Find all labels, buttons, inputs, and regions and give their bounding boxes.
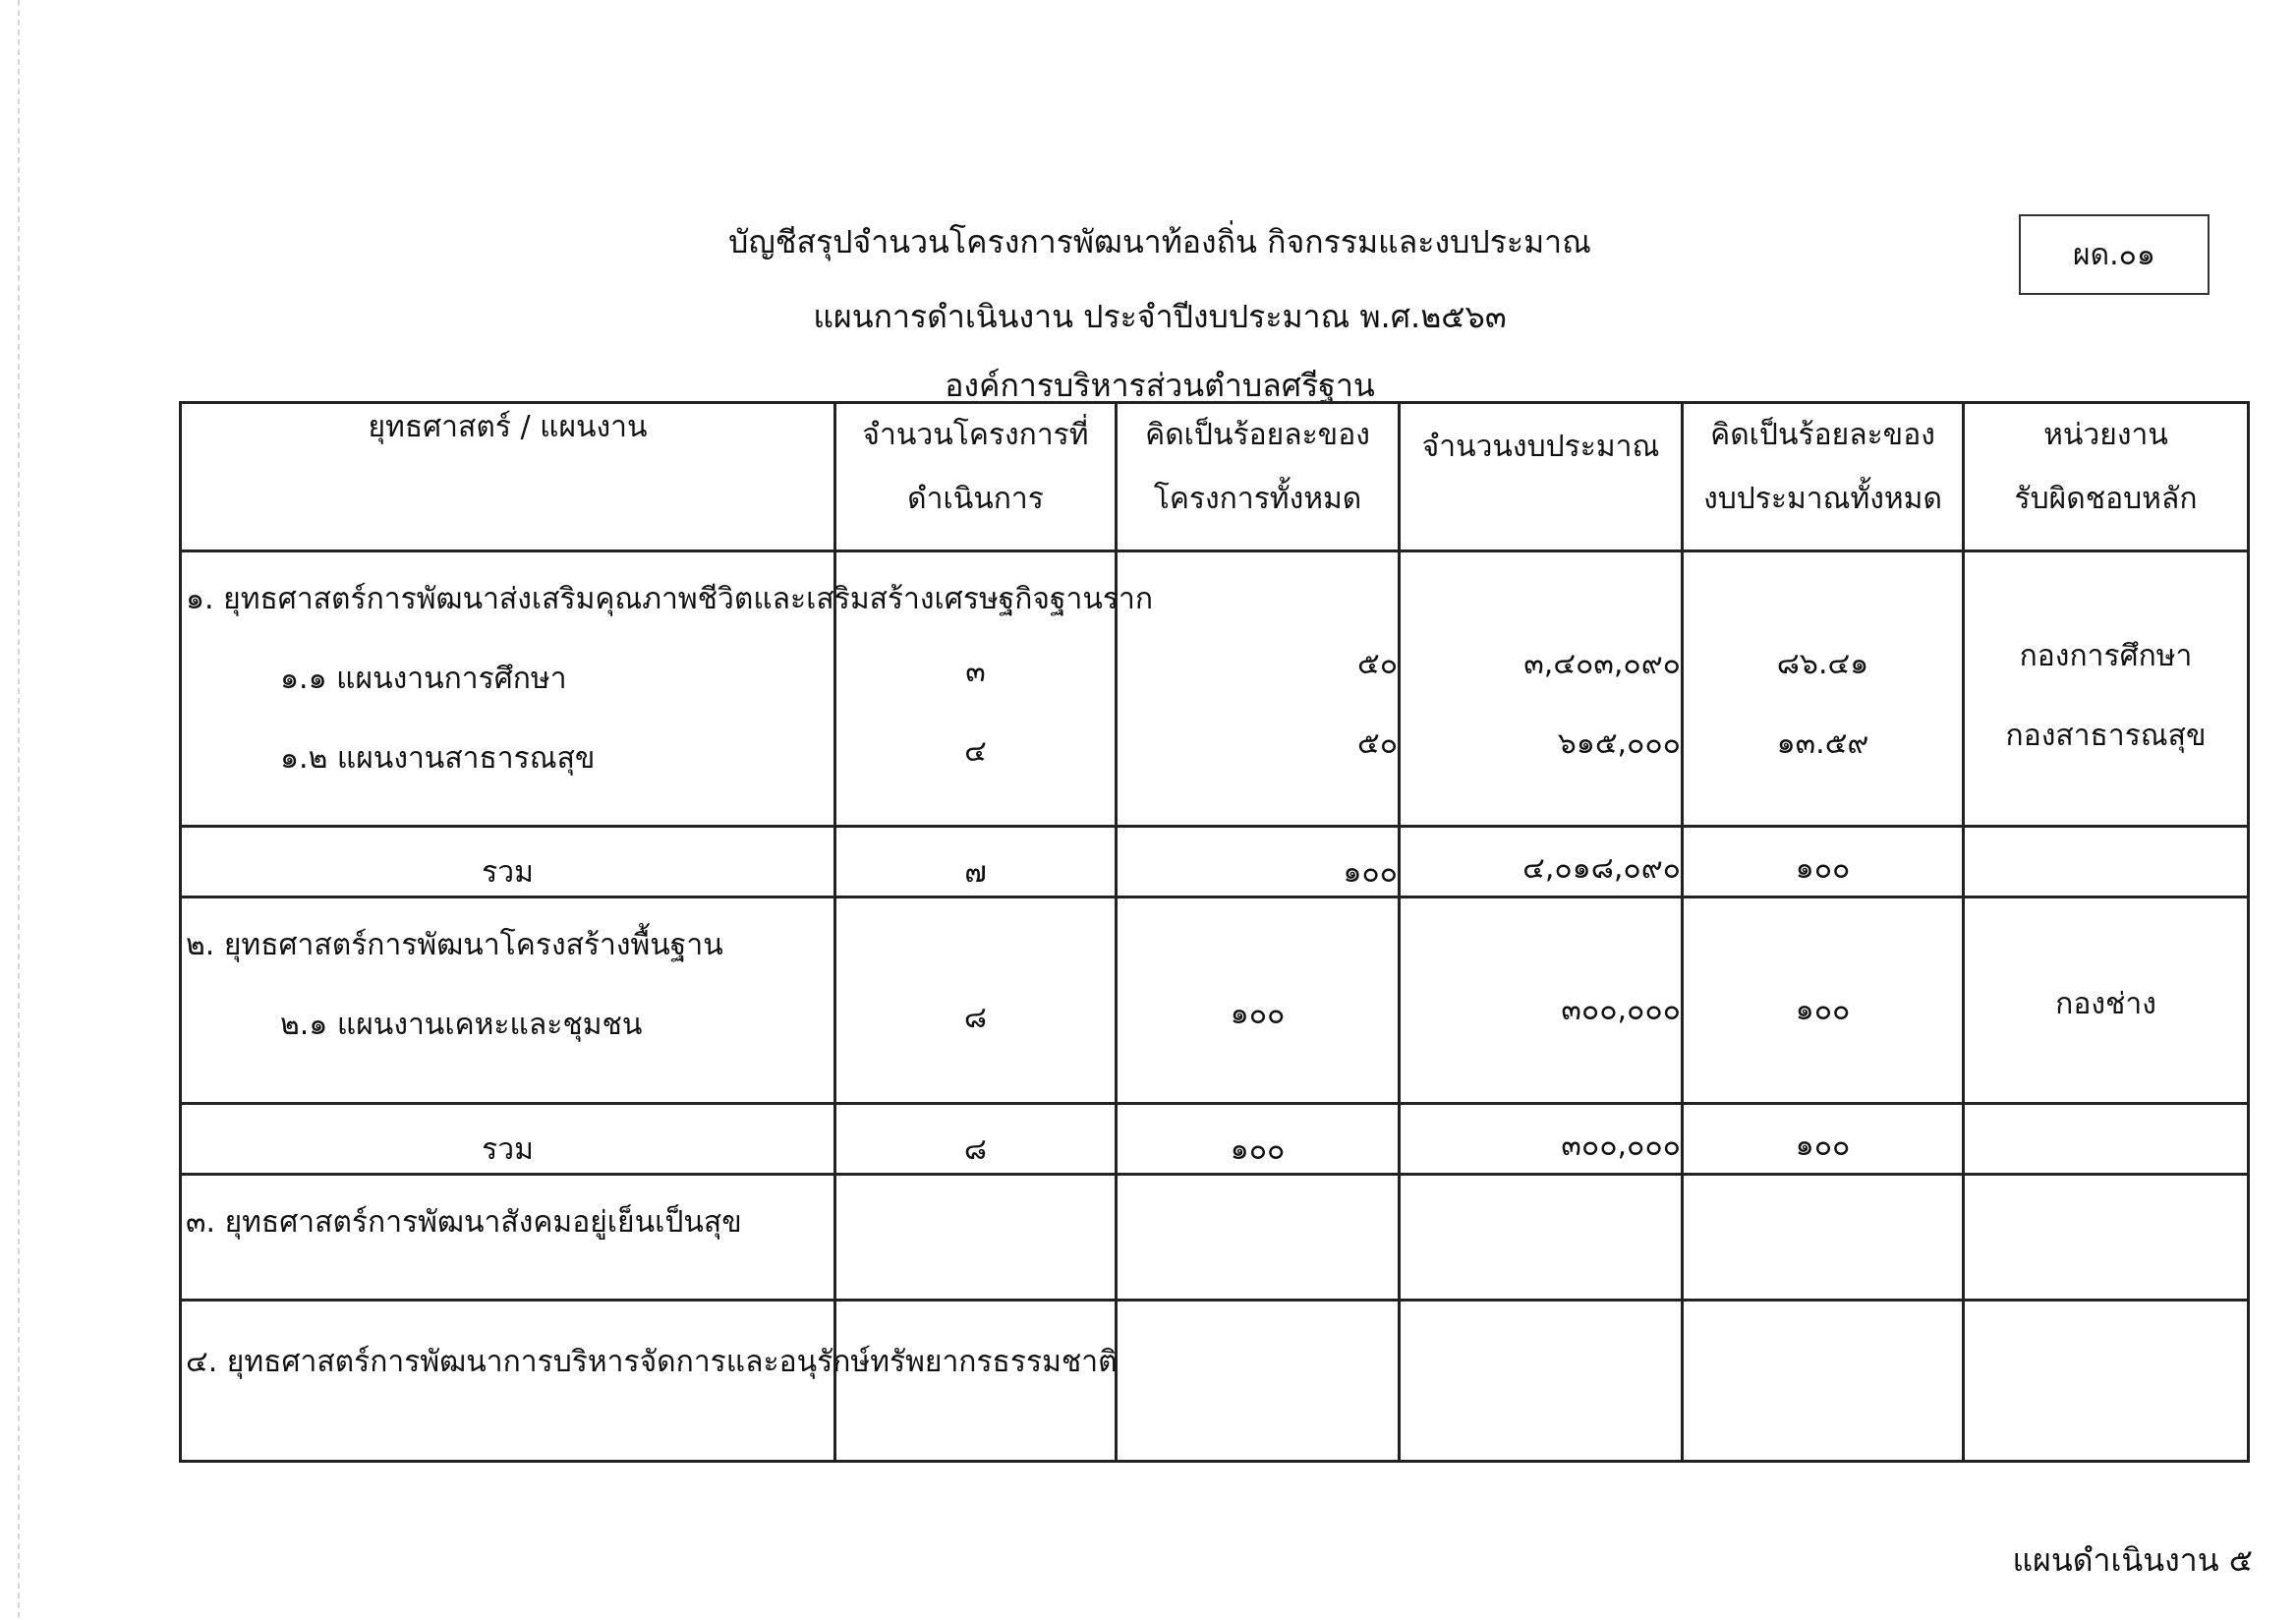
plan-2-1-percent: ๑๐๐ <box>1230 997 1286 1031</box>
plan-1-1-budget: ๓,๔๐๓,๐๙๐ <box>1523 647 1681 681</box>
plan-2-1-budget: ๓๐๐,๐๐๐ <box>1561 993 1681 1027</box>
organization-name: องค์การบริหารส่วนตำบลศรีฐาน <box>945 367 1375 404</box>
document-title: บัญชีสรุปจำนวนโครงการพัฒนาท้องถิ่น กิจกรรมและงบประมาณ <box>728 223 1591 260</box>
plan-2-1-name: ๒.๑ แผนงานเคหะและชุมชน <box>280 1008 643 1042</box>
plan-1-1-count: ๓ <box>965 655 986 689</box>
plan-1-1-name: ๑.๑ แผนงานการศึกษา <box>280 662 567 696</box>
plan-1-2-unit: กองสาธารณสุข <box>2005 719 2207 753</box>
form-code-box <box>2019 214 2210 295</box>
strategy-1-total-count: ๗ <box>964 855 987 890</box>
strategy-1-total-budget: ๔,๐๑๘,๐๙๐ <box>1522 851 1681 886</box>
table-row <box>181 897 2249 1104</box>
plan-2-1-count: ๘ <box>963 1001 988 1035</box>
col-header-project-count: จำนวนโครงการที่ ดำเนินการ <box>835 403 1117 551</box>
col-header-project-percent: คิดเป็นร้อยละของ โครงการทั้งหมด <box>1117 403 1400 551</box>
table-row <box>181 827 2249 897</box>
strategy-2-total-budget: ๓๐๐,๐๐๐ <box>1561 1128 1681 1163</box>
strategy-1-title: ๑. ยุทธศาสตร์การพัฒนาส่งเสริมคุณภาพชีวิตและเสริมสร้างเศรษฐกิจฐานราก <box>186 582 1154 616</box>
strategy-2-title: ๒. ยุทธศาสตร์การพัฒนาโครงสร้างพื้นฐาน <box>186 928 723 962</box>
strategy-1-total-budget-percent: ๑๐๐ <box>1795 851 1851 886</box>
page-footer: แผนดำเนินงาน ๕ <box>2012 1541 2253 1579</box>
table-row <box>181 551 2249 827</box>
strategy-3-title: ๓. ยุทธศาสตร์การพัฒนาสังคมอยู่เย็นเป็นสุข <box>186 1205 742 1240</box>
plan-1-1-percent: ๕๐ <box>1356 647 1398 681</box>
strategy-1-total-percent: ๑๐๐ <box>1343 855 1398 890</box>
plan-1-2-count: ๔ <box>964 734 987 769</box>
document-subtitle: แผนการดำเนินงาน ประจำปีงบประมาณ พ.ศ.๒๕๖๓ <box>813 298 1507 335</box>
table-header-row <box>181 403 2249 551</box>
form-code: ผด.๐๑ <box>2073 237 2155 272</box>
strategy-2-total-percent: ๑๐๐ <box>1230 1132 1286 1167</box>
strategy-2-total-count: ๘ <box>963 1132 988 1167</box>
col-header-budget: จำนวนงบประมาณ <box>1400 403 1683 551</box>
plan-1-2-percent: ๕๐ <box>1356 726 1398 761</box>
strategy-1-total-label: รวม <box>482 855 534 890</box>
table-row <box>181 1301 2249 1462</box>
plan-1-2-budget-percent: ๑๓.๕๙ <box>1776 726 1869 761</box>
plan-1-1-unit: กองการศึกษา <box>2019 639 2193 673</box>
plan-2-1-unit: กองช่าง <box>2055 987 2156 1021</box>
plan-2-1-budget-percent: ๑๐๐ <box>1795 993 1851 1027</box>
col-header-responsible-unit: หน่วยงาน รับผิดชอบหลัก <box>1964 403 2249 551</box>
strategy-4-title: ๔. ยุทธศาสตร์การพัฒนาการบริหารจัดการและอนุรักษ์ทรัพยากรธรรมชาติ <box>186 1345 1118 1379</box>
plan-1-2-budget: ๖๑๕,๐๐๐ <box>1557 726 1681 761</box>
scan-edge-marks <box>18 0 20 1620</box>
table-row <box>181 1175 2249 1301</box>
col-header-budget-percent: คิดเป็นร้อยละของ งบประมาณทั้งหมด <box>1683 403 1964 551</box>
summary-table <box>179 401 2250 1463</box>
plan-1-2-name: ๑.๒ แผนงานสาธารณสุข <box>280 741 596 776</box>
table-row <box>181 1104 2249 1175</box>
plan-1-1-budget-percent: ๘๖.๔๑ <box>1776 647 1869 681</box>
strategy-2-total-label: รวม <box>482 1132 534 1167</box>
strategy-2-total-budget-percent: ๑๐๐ <box>1795 1128 1851 1163</box>
col-header-strategy: ยุทธศาสตร์ / แผนงาน <box>181 403 835 551</box>
